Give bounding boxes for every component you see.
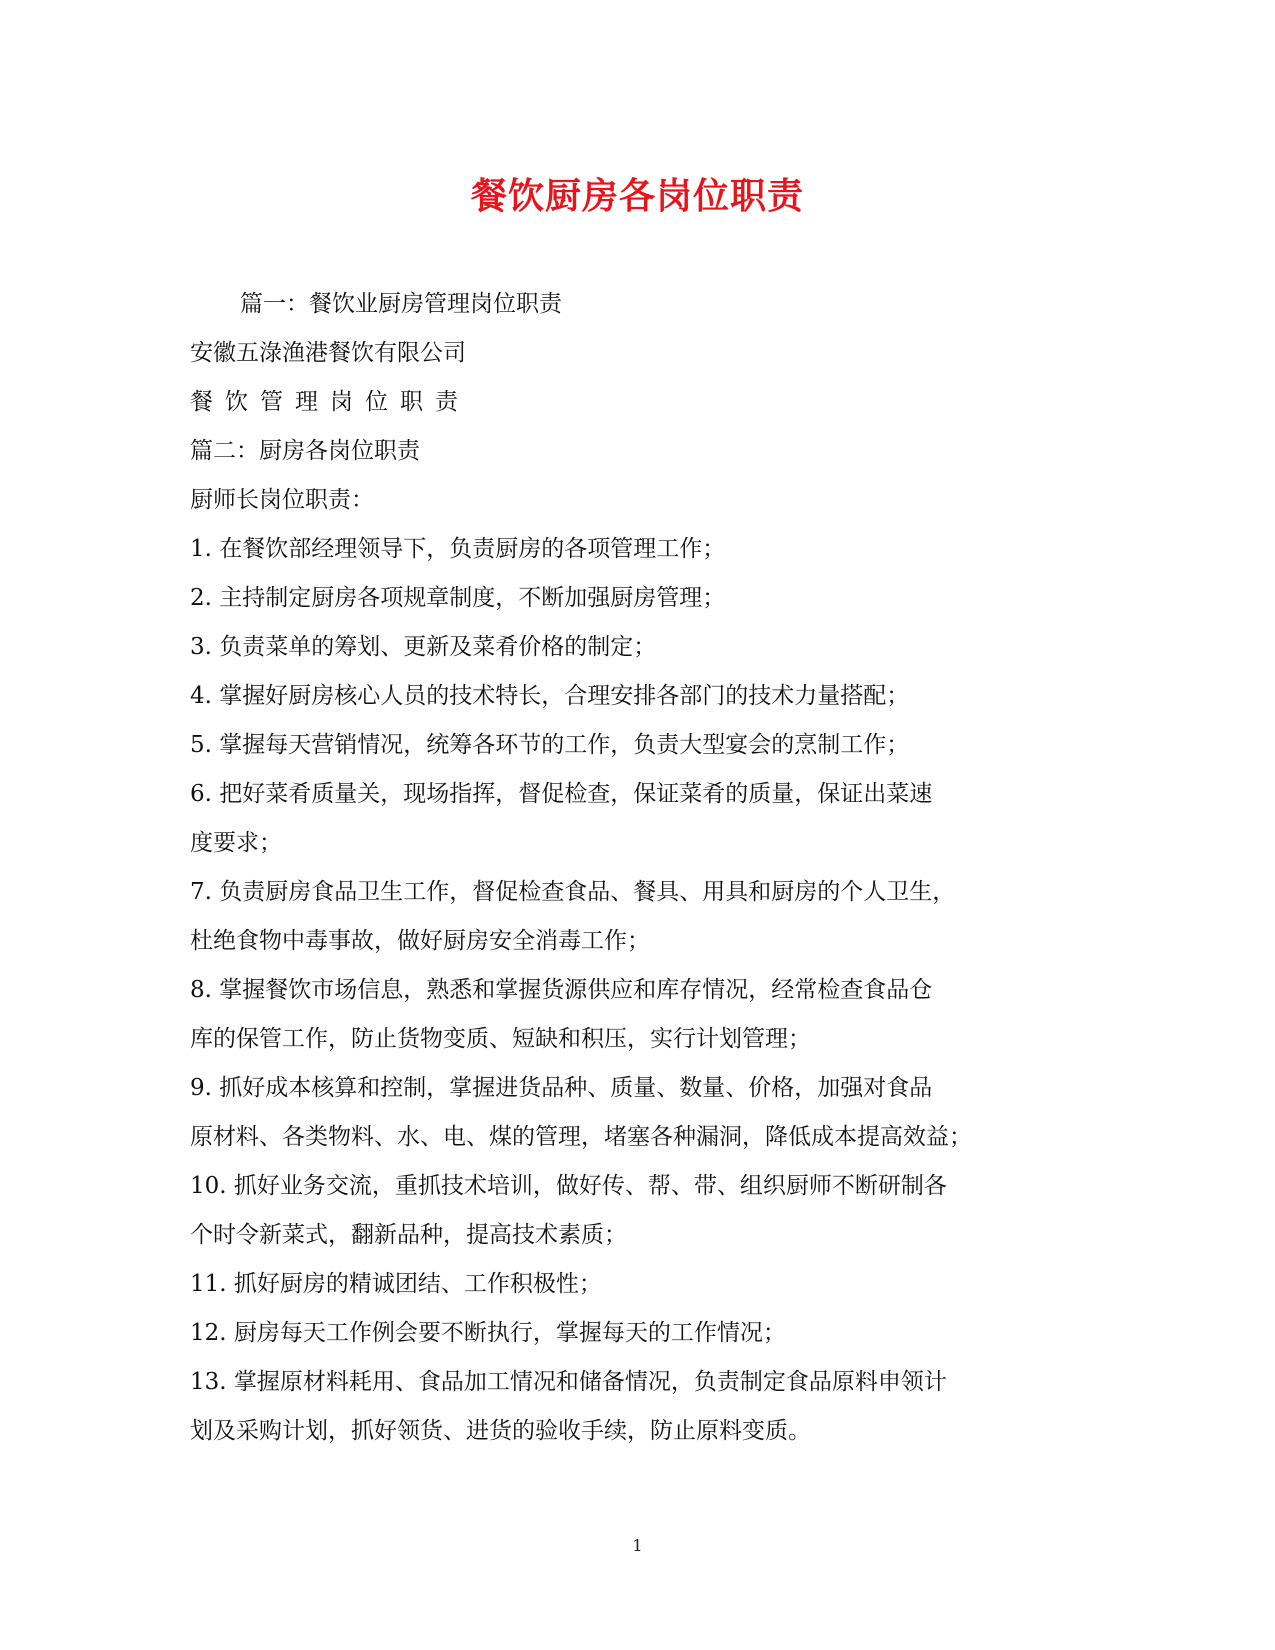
- duty-line-continued: 度要求；: [190, 830, 282, 856]
- duty-line: 3. 负责菜单的筹划、更新及菜肴价格的制定；: [190, 634, 657, 660]
- duty-line: 8. 掌握餐饮市场信息，熟悉和掌握货源供应和库存情况，经常检查食品仓: [190, 977, 933, 1003]
- duty-line: 4. 掌握好厨房核心人员的技术特长，合理安排各部门的技术力量搭配；: [190, 683, 910, 709]
- company-name: 安徽五淥渔港餐饮有限公司: [190, 340, 466, 366]
- section-heading-1: 篇一：餐饮业厨房管理岗位职责: [240, 291, 562, 317]
- duty-line: 1. 在餐饮部经理领导下，负责厨房的各项管理工作；: [190, 536, 726, 562]
- duty-line-continued: 个时令新菜式，翻新品种，提高技术素质；: [190, 1222, 627, 1248]
- duty-line-continued: 库的保管工作，防止货物变质、短缺和积压，实行计划管理；: [190, 1026, 811, 1052]
- duty-line-continued: 原材料、各类物料、水、电、煤的管理，堵塞各种漏洞，降低成本提高效益；: [190, 1124, 972, 1150]
- duty-line: 12. 厨房每天工作例会要不断执行，掌握每天的工作情况；: [190, 1320, 786, 1346]
- duty-line-continued: 杜绝食物中毒事故，做好厨房安全消毒工作；: [190, 928, 650, 954]
- duty-line: 6. 把好菜肴质量关，现场指挥，督促检查，保证菜肴的质量，保证出菜速: [190, 781, 933, 807]
- document-body: [190, 280, 1050, 1456]
- duty-line: 9. 抓好成本核算和控制，掌握进货品种、质量、数量、价格，加强对食品: [190, 1075, 933, 1101]
- duty-line: 13. 掌握原材料耗用、食品加工情况和储备情况，负责制定食品原料申领计: [190, 1369, 947, 1395]
- duty-line: 5. 掌握每天营销情况，统筹各环节的工作，负责大型宴会的烹制工作；: [190, 732, 910, 758]
- duty-line: 11. 抓好厨房的精诚团结、工作积极性；: [190, 1271, 602, 1297]
- page-number: 1: [632, 1536, 643, 1555]
- duty-line: 7. 负责厨房食品卫生工作，督促检查食品、餐具、用具和厨房的个人卫生，: [190, 879, 956, 905]
- duty-line: 10. 抓好业务交流，重抓技术培训，做好传、帮、带、组织厨师不断研制各: [190, 1173, 947, 1199]
- duty-line-continued: 划及采购计划，抓好领货、进货的验收手续，防止原料变质。: [190, 1418, 811, 1444]
- role-heading: 厨师长岗位职责：: [190, 487, 374, 513]
- duty-line: 2. 主持制定厨房各项规章制度，不断加强厨房管理；: [190, 585, 726, 611]
- document-title: 餐饮厨房各岗位职责: [470, 175, 804, 217]
- section-heading-2: 篇二：厨房各岗位职责: [190, 438, 420, 464]
- spaced-subtitle: 餐饮管理岗位职责: [190, 389, 470, 415]
